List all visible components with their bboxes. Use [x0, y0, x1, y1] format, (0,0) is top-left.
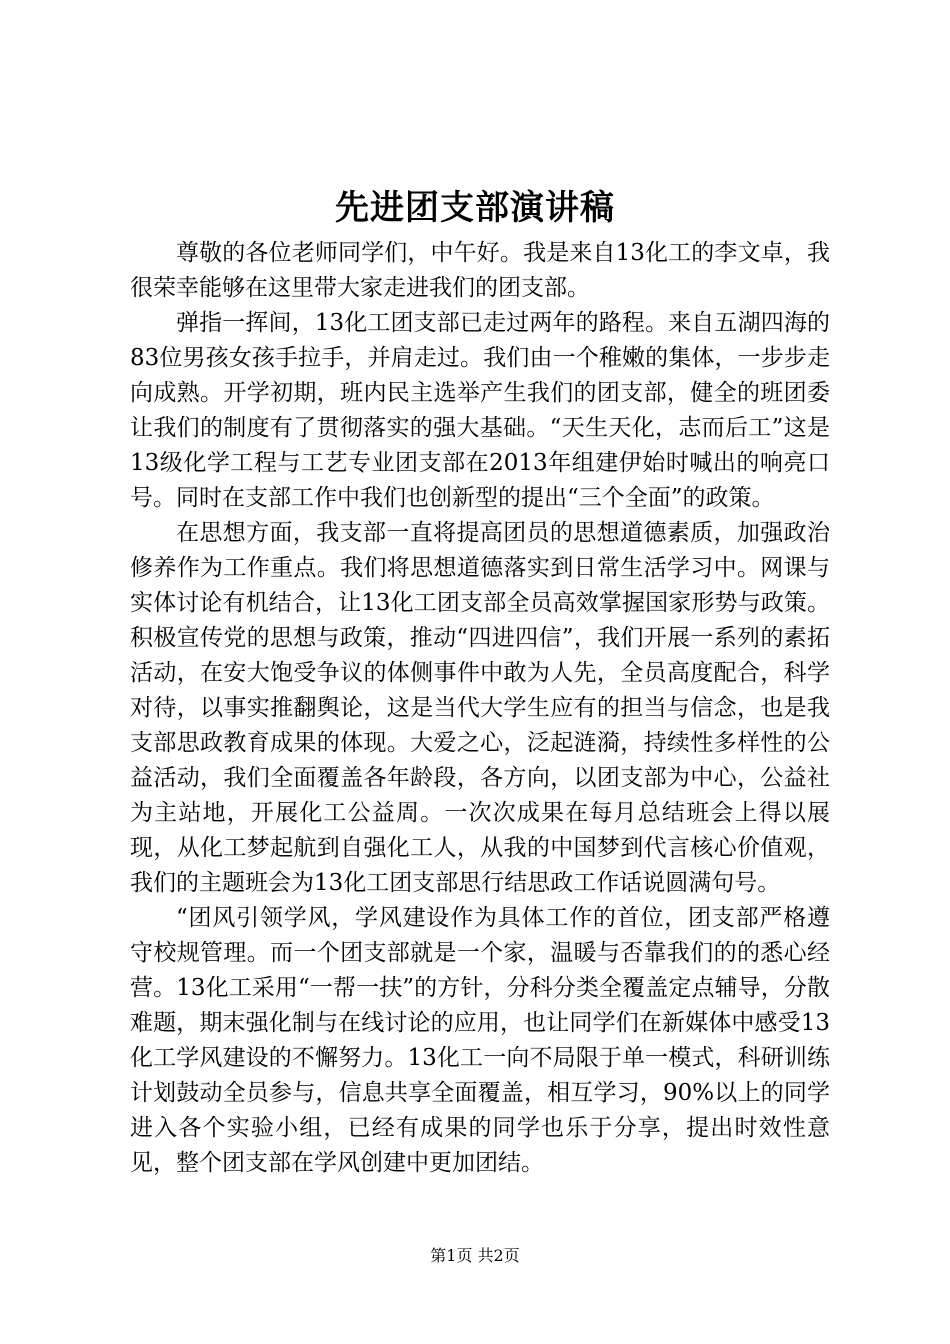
paragraph-greeting: 尊敬的各位老师同学们，中午好。我是来自13化工的李文卓，我很荣幸能够在这里带大家走进我们的团支部。 — [130, 240, 830, 301]
document-title: 先进团支部演讲稿 — [335, 188, 615, 228]
document-body — [130, 236, 830, 1181]
page-footer: 第1页 共2页 — [430, 1246, 520, 1265]
paragraph-study-style: “团风引领学风，学风建设作为具体工作的首位，团支部严格遵守校规管理。而一个团支部就是一个家，温暖与否靠我们的的悉心经营。13化工采用“一帮一扶”的方针，分科分类全覆盖定点辅导，分散难题，期末强化制与在线讨论的应用，也让同学们在新媒体中感受13化工学风建设的不懈努力。13化工一向不局限于单一模式，科研训练计划鼓动全员参与，信息共享全面覆盖，相互学习，90%以上的同学进入各个实验小组，已经有成果的同学也乐于分享，提出时效性意见，整个团支部在学风创建中更加团结。 — [130, 905, 830, 1176]
paragraph-ideology: 在思想方面，我支部一直将提高团员的思想道德素质，加强政治修养作为工作重点。我们将思想道德落实到日常生活学习中。网课与实体讨论有机结合，让13化工团支部全员高效掌握国家形势与政策。积极宣传党的思想与政策，推动“四进四信”，我们开展一系列的素拓活动，在安大饱受争议的体侧事件中敢为人先，全员高度配合，科学对待，以事实推翻舆论，这是当代大学生应有的担当与信念，也是我支部思政教育成果的体现。大爱之心，泛起涟漪，持续性多样性的公益活动，我们全面覆盖各年龄段，各方向，以团支部为中心，公益社为主站地，开展化工公益周。一次次成果在每月总结班会上得以展现，从化工梦起航到自强化工人，从我的中国梦到代言核心价值观，我们的主题班会为13化工团支部思行结思政工作话说圆满句号。 — [130, 520, 830, 896]
paragraph-history: 弹指一挥间，13化工团支部已走过两年的路程。来自五湖四海的83位男孩女孩手拉手，并肩走过。我们由一个稚嫩的集体，一步步走向成熟。开学初期，班内民主选举产生我们的团支部，健全的班团委让我们的制度有了贯彻落实的强大基础。“天生天化，志而后工”这是13级化学工程与工艺专业团支部在2013年组建伊始时喊出的响亮口号。同时在支部工作中我们也创新型的提出“三个全面”的政策。 — [130, 310, 830, 511]
